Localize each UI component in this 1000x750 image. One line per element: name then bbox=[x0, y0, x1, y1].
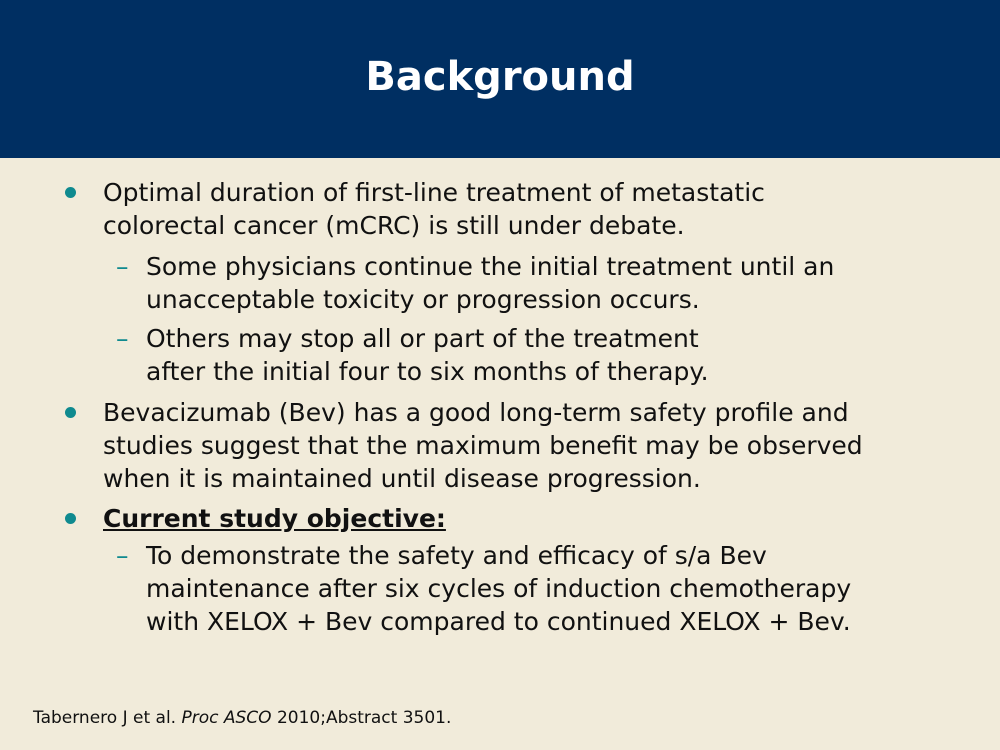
dash-icon: – bbox=[116, 252, 129, 281]
bullet-item bbox=[103, 502, 973, 535]
citation-detail: 2010;Abstract 3501. bbox=[271, 708, 452, 728]
subbullet-line: To demonstrate the safety and efficacy of s/a Bev bbox=[146, 541, 767, 570]
title-bar bbox=[0, 0, 1000, 158]
citation-authors: Tabernero J et al. bbox=[33, 708, 182, 728]
citation-journal: Proc ASCO bbox=[181, 708, 272, 728]
subbullet-item bbox=[116, 250, 976, 316]
subbullet-line: maintenance after six cycles of induction chemotherapy bbox=[146, 574, 852, 603]
subbullet-line: unacceptable toxicity or progression occurs. bbox=[146, 285, 700, 314]
citation-footer bbox=[33, 706, 451, 730]
slide-title: Background bbox=[365, 54, 635, 100]
bullet-line: Bevacizumab (Bev) has a good long-term safety profile and bbox=[103, 398, 849, 427]
subbullet-line: Some physicians continue the initial treatment until an bbox=[146, 252, 835, 281]
bullet-dot-icon bbox=[65, 187, 76, 198]
bullet-item bbox=[103, 176, 973, 242]
dash-icon: – bbox=[116, 324, 129, 353]
subbullet-line: after the initial four to six months of therapy. bbox=[146, 357, 709, 386]
subbullet-line: with XELOX + Bev compared to continued XELOX + Bev. bbox=[146, 607, 851, 636]
bullet-line: colorectal cancer (mCRC) is still under debate. bbox=[103, 211, 685, 240]
subbullet-item bbox=[116, 539, 976, 638]
bullet-line: Optimal duration of first-line treatment of metastatic bbox=[103, 178, 765, 207]
bullet-item bbox=[103, 396, 973, 495]
subbullet-line: Others may stop all or part of the treatment bbox=[146, 324, 699, 353]
bullet-dot-icon bbox=[65, 513, 76, 524]
bullet-line: studies suggest that the maximum benefit may be observed bbox=[103, 431, 863, 460]
dash-icon: – bbox=[116, 541, 129, 570]
bullet-dot-icon bbox=[65, 407, 76, 418]
objective-heading: Current study objective: bbox=[103, 504, 446, 533]
bullet-line: when it is maintained until disease progression. bbox=[103, 464, 701, 493]
subbullet-item bbox=[116, 322, 976, 388]
